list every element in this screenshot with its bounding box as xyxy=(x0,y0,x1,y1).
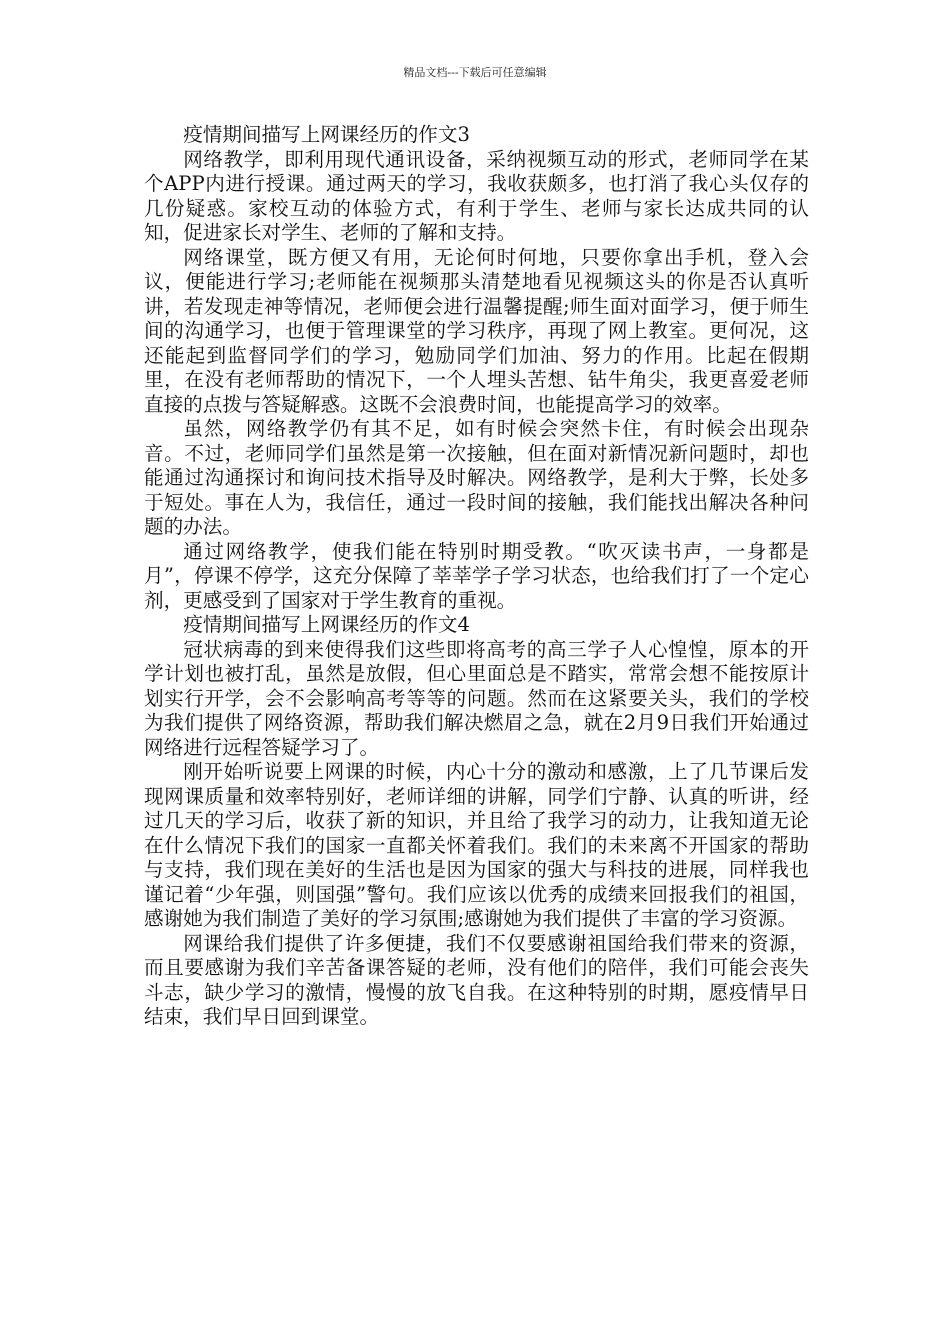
essay-title-3: 疫情期间描写上网课经历的作文3 xyxy=(183,123,470,146)
page-header: 精品文档---下载后可任意编辑 xyxy=(403,66,547,79)
paragraph: 通过网络教学，使我们能在特别时期受教。“吹灭读书声，一身都是月”，停课不停学，这充分保障了莘莘学子学习状态，也给我们打了一个定心剂，更感受到了国家对于学生教育的重视。 xyxy=(144,539,809,612)
paragraph: 冠状病毒的到来使得我们这些即将高考的高三学子人心惶惶，原本的开学计划也被打乱，虽然是放假，但心里面总是不踏实，常常会想不能按原计划实行开学，会不会影响高考等等的问题。然而在这紧要关头，我们的学校为我们提供了网络资源，帮助我们解决燃眉之急，就在2月9日我们开始通过网络进行远程答疑学习了。 xyxy=(144,637,809,759)
paragraph: 网络教学，即利用现代通讯设备，采纳视频互动的形式，老师同学在某个APP内进行授课。通过两天的学习，我收获颇多，也打消了我心头仅存的几份疑惑。家校互动的体验方式，有利于学生、老师与家长达成共同的认知，促进家长对学生、老师的了解和支持。 xyxy=(144,147,809,244)
essay-title-4: 疫情期间描写上网课经历的作文4 xyxy=(183,613,470,636)
paragraph: 网课给我们提供了许多便捷，我们不仅要感谢祖国给我们带来的资源，而且要感谢为我们辛苦备课答疑的老师，没有他们的陪伴，我们可能会丧失斗志，缺少学习的激情，慢慢的放飞自我。在这种特别的时期，愿疫情早日结束，我们早日回到课堂。 xyxy=(144,931,809,1028)
paragraph: 刚开始听说要上网课的时候，内心十分的激动和感激，上了几节课后发现网课质量和效率特别好，老师详细的讲解，同学们宁静、认真的听讲，经过几天的学习后，收获了新的知识，并且给了我学习的动力，让我知道无论在什么情况下我们的国家一直都关怀着我们。我们的未来离不开国家的帮助与支持，我们现在美好的生活也是因为国家的强大与科技的进展，同样我也谨记着“少年强，则国强”警句。我们应该以优秀的成绩来回报我们的祖国，感谢她为我们制造了美好的学习氛围;感谢她为我们提供了丰富的学习资源。 xyxy=(144,760,809,930)
paragraph: 网络课堂，既方便又有用，无论何时何地，只要你拿出手机，登入会议，便能进行学习;老师能在视频那头清楚地看见视频这头的你是否认真听讲，若发现走神等情况，老师便会进行温馨提醒;师生面对面学习，便于师生间的沟通学习，也便于管理课堂的学习秩序，再现了网上教室。更何况，这还能起到监督同学们的学习，勉励同学们加油、努力的作用。比起在假期里，在没有老师帮助的情况下，一个人埋头苦想、钻牛角尖，我更喜爱老师直接的点拨与答疑解惑。这既不会浪费时间，也能提高学习的效率。 xyxy=(144,245,809,416)
paragraph: 虽然，网络教学仍有其不足，如有时候会突然卡住，有时候会出现杂音。不过，老师同学们虽然是第一次接触，但在面对新情况新问题时，却也能通过沟通探讨和询问技术指导及时解决。网络教学，是利大于弊，长处多于短处。事在人为，我信任，通过一段时间的接触，我们能找出解决各种问题的办法。 xyxy=(144,417,809,538)
document-body xyxy=(144,123,809,1030)
